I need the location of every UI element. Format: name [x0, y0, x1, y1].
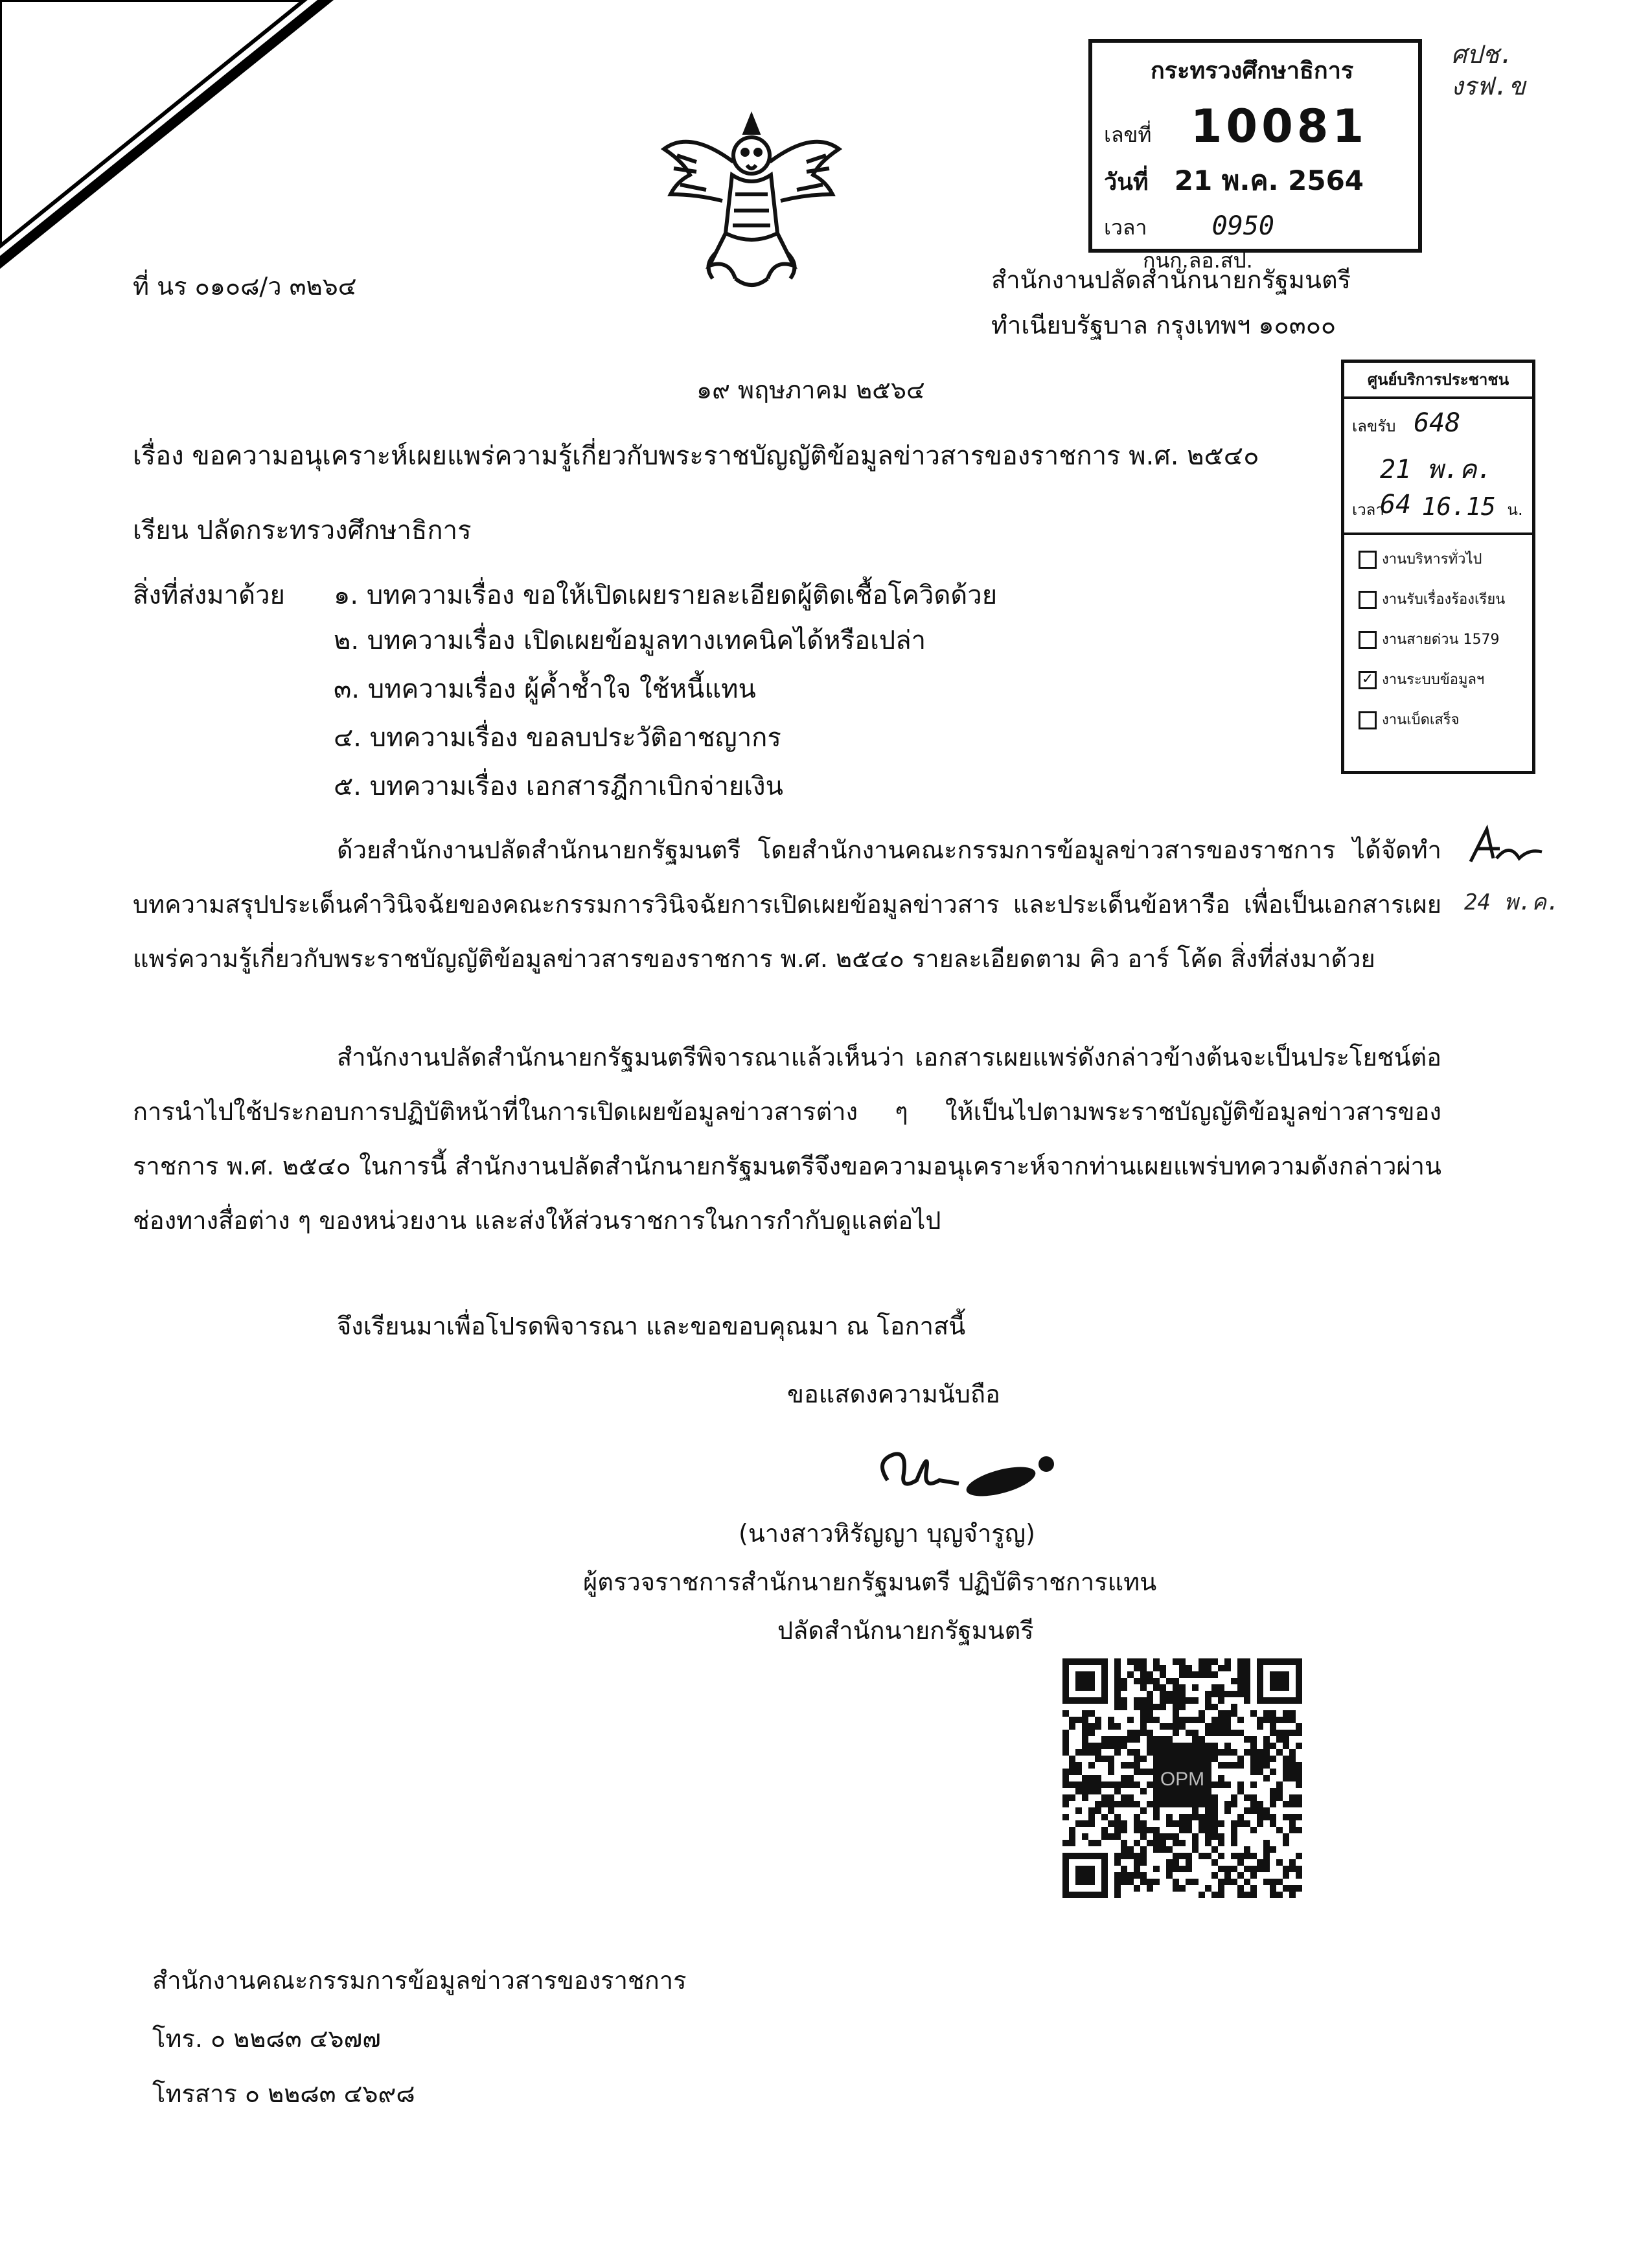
stamp-org: กระทรวงศึกษาธิการ	[1151, 58, 1354, 84]
handwritten-note-top: ศปช. งรฟ.ข	[1451, 40, 1526, 101]
stamp-time-label: เวลา	[1104, 215, 1147, 240]
side-initials	[1458, 823, 1548, 875]
footer-office: สำนักงานคณะกรรมการข้อมูลข่าวสารของราชการ	[152, 1966, 687, 1995]
garuda-emblem	[651, 104, 852, 298]
signer-title-2: ปลัดสำนักนายกรัฐมนตรี	[777, 1616, 1034, 1645]
checkbox-icon[interactable]	[1359, 591, 1377, 609]
issuer-office: สำนักงานปลัดสำนักนายกรัฐมนตรี	[991, 266, 1351, 294]
enclosure-item: ๒. บทความเรื่อง เปิดเผยข้อมูลทางเทคนิคได้หรือเปล่า	[334, 626, 926, 656]
enclosures-label: สิ่งที่ส่งมาด้วย	[133, 580, 285, 610]
footer-fax: โทรสาร ๐ ๒๒๘๓ ๔๖๙๘	[152, 2079, 415, 2108]
service-option	[1359, 708, 1460, 731]
stamp-number: 10081	[1190, 100, 1368, 153]
signer-title: ผู้ตรวจราชการสำนักนายกรัฐมนตรี ปฏิบัติราชการแทน	[583, 1568, 1157, 1596]
checkbox-icon[interactable]	[1359, 551, 1377, 569]
signature	[868, 1435, 1062, 1506]
service-option-label: งานบริหารทั่วไป	[1382, 551, 1482, 567]
checkbox-icon[interactable]	[1359, 631, 1377, 649]
service-stamp-no-row	[1352, 408, 1460, 439]
service-option-label: งานสายด่วน 1579	[1382, 632, 1500, 648]
stamp-date-row	[1104, 159, 1364, 202]
service-option	[1359, 547, 1482, 570]
service-option-label: งานรับเรื่องร้องเรียน	[1382, 591, 1506, 608]
qr-code[interactable]	[1062, 1658, 1302, 1898]
service-option	[1359, 628, 1499, 650]
issuer-address: ทำเนียบรัฐบาล กรุงเทพฯ ๑๐๓๐๐	[991, 311, 1337, 339]
body-paragraph-1: ด้วยสำนักงานปลัดสำนักนายกรัฐมนตรี โดยสำนักงานคณะกรรมการข้อมูลข่าวสารของราชการ ได้จัดทำบทความสรุปประเด็นคำวินิจฉัยของคณะกรรมการวินิจฉัยการเปิดเผยข้อมูลข่าวสาร และประเด็นข้อหารือ เพื่อเป็นเอกสารเผยแพร่ความรู้เกี่ยวกับพระราชบัญญัติข้อมูลข่าวสารของราชการ พ.ศ. ๒๕๔๐ รายละเอียดตาม คิว อาร์ โค้ด สิ่งที่ส่งมาด้วย	[133, 836, 1441, 973]
enclosure-item: ๔. บทความเรื่อง ขอลบประวัติอาชญากร	[334, 723, 781, 753]
service-stamp-time-unit: น.	[1507, 501, 1523, 519]
signer-name: (นางสาวหิรัญญา บุญจำรูญ)	[739, 1519, 1035, 1548]
service-option-label: งานระบบข้อมูลฯ	[1382, 672, 1485, 688]
checkbox-icon[interactable]	[1359, 711, 1377, 729]
checked-checkbox-icon[interactable]: ✓	[1359, 671, 1377, 689]
service-stamp-no-label: เลขรับ	[1352, 417, 1396, 435]
service-stamp-no: 648	[1414, 408, 1461, 438]
stamp-date: 21 พ.ค. 2564	[1174, 165, 1364, 196]
handwritten-side-date: 24 พ.ค.	[1464, 889, 1560, 915]
body-paragraph-2: สำนักงานปลัดสำนักนายกรัฐมนตรีพิจารณาแล้วเห็นว่า เอกสารเผยแพร่ดังกล่าวข้างต้นจะเป็นประโยชน์ต่อการนำไปใช้ประกอบการปฏิบัติหน้าที่ในการเปิดเผยข้อมูลข่าวสารต่าง ๆ ให้เป็นไปตามพระราชบัญญัติข้อมูลข่าวสารของราชการ พ.ศ. ๒๕๔๐ ในการนี้ สำนักงานปลัดสำนักนายกรัฐมนตรีจึงขอความอนุเคราะห์จากท่านเผยแพร่บทความดังกล่าวผ่านช่องทางสื่อต่าง ๆ ของหน่วยงาน และส่งให้ส่วนราชการในการกำกับดูแลต่อไป	[133, 1043, 1441, 1235]
service-stamp-header: ศูนย์บริการประชาชน	[1344, 363, 1532, 399]
service-option	[1359, 588, 1505, 610]
qr-center-label: OPM	[1160, 1769, 1205, 1790]
receive-stamp	[1088, 39, 1422, 273]
stamp-no-label: เลขที่	[1104, 122, 1152, 147]
enclosure-item: ๕. บทความเรื่อง เอกสารฎีกาเบิกจ่ายเงิน	[334, 772, 783, 801]
stamp-time: 0950	[1211, 211, 1274, 241]
closing-line: จึงเรียนมาเพื่อโปรดพิจารณา และขอขอบคุณมา ณ โอกาสนี้	[337, 1312, 966, 1340]
footer-phone: โทร. ๐ ๒๒๘๓ ๔๖๗๗	[152, 2024, 381, 2053]
reference-number: ที่ นร ๐๑๐๘/ว ๓๒๖๔	[133, 272, 357, 301]
letter-date: ๑๙ พฤษภาคม ๒๕๖๔	[696, 376, 925, 404]
service-center-stamp	[1341, 360, 1535, 774]
service-stamp-time-label: เวลา	[1352, 501, 1384, 519]
regards-line: ขอแสดงความนับถือ	[787, 1380, 1000, 1408]
service-stamp-details	[1344, 396, 1532, 535]
service-option	[1359, 668, 1484, 691]
stamp-time-row	[1104, 211, 1418, 277]
enclosure-item: ๓. บทความเรื่อง ผู้ค้ำช้ำใจ ใช้หนี้แทน	[334, 674, 756, 704]
service-stamp-date: 21 พ.ค. 64	[1380, 455, 1493, 520]
folded-corner	[0, 0, 337, 272]
addressee-line: เรียน ปลัดกระทรวงศึกษาธิการ	[133, 516, 472, 545]
service-stamp-time-row	[1352, 492, 1523, 522]
service-option-label: งานเบ็ดเสร็จ	[1382, 712, 1460, 728]
enclosure-item: ๑. บทความเรื่อง ขอให้เปิดเผยรายละเอียดผู้ติดเชื้อโควิดด้วย	[334, 580, 998, 610]
service-stamp-time: 16.15	[1421, 492, 1496, 521]
stamp-office: กนก.ลอ.สป.	[1143, 248, 1253, 273]
subject-line: เรื่อง ขอความอนุเคราะห์เผยแพร่ความรู้เกี่ยวกับพระราชบัญญัติข้อมูลข่าวสารของราชการ พ.ศ. ๒๕๔๐	[133, 441, 1259, 471]
stamp-no-row	[1104, 100, 1368, 153]
stamp-date-label: วันที่	[1104, 169, 1149, 196]
